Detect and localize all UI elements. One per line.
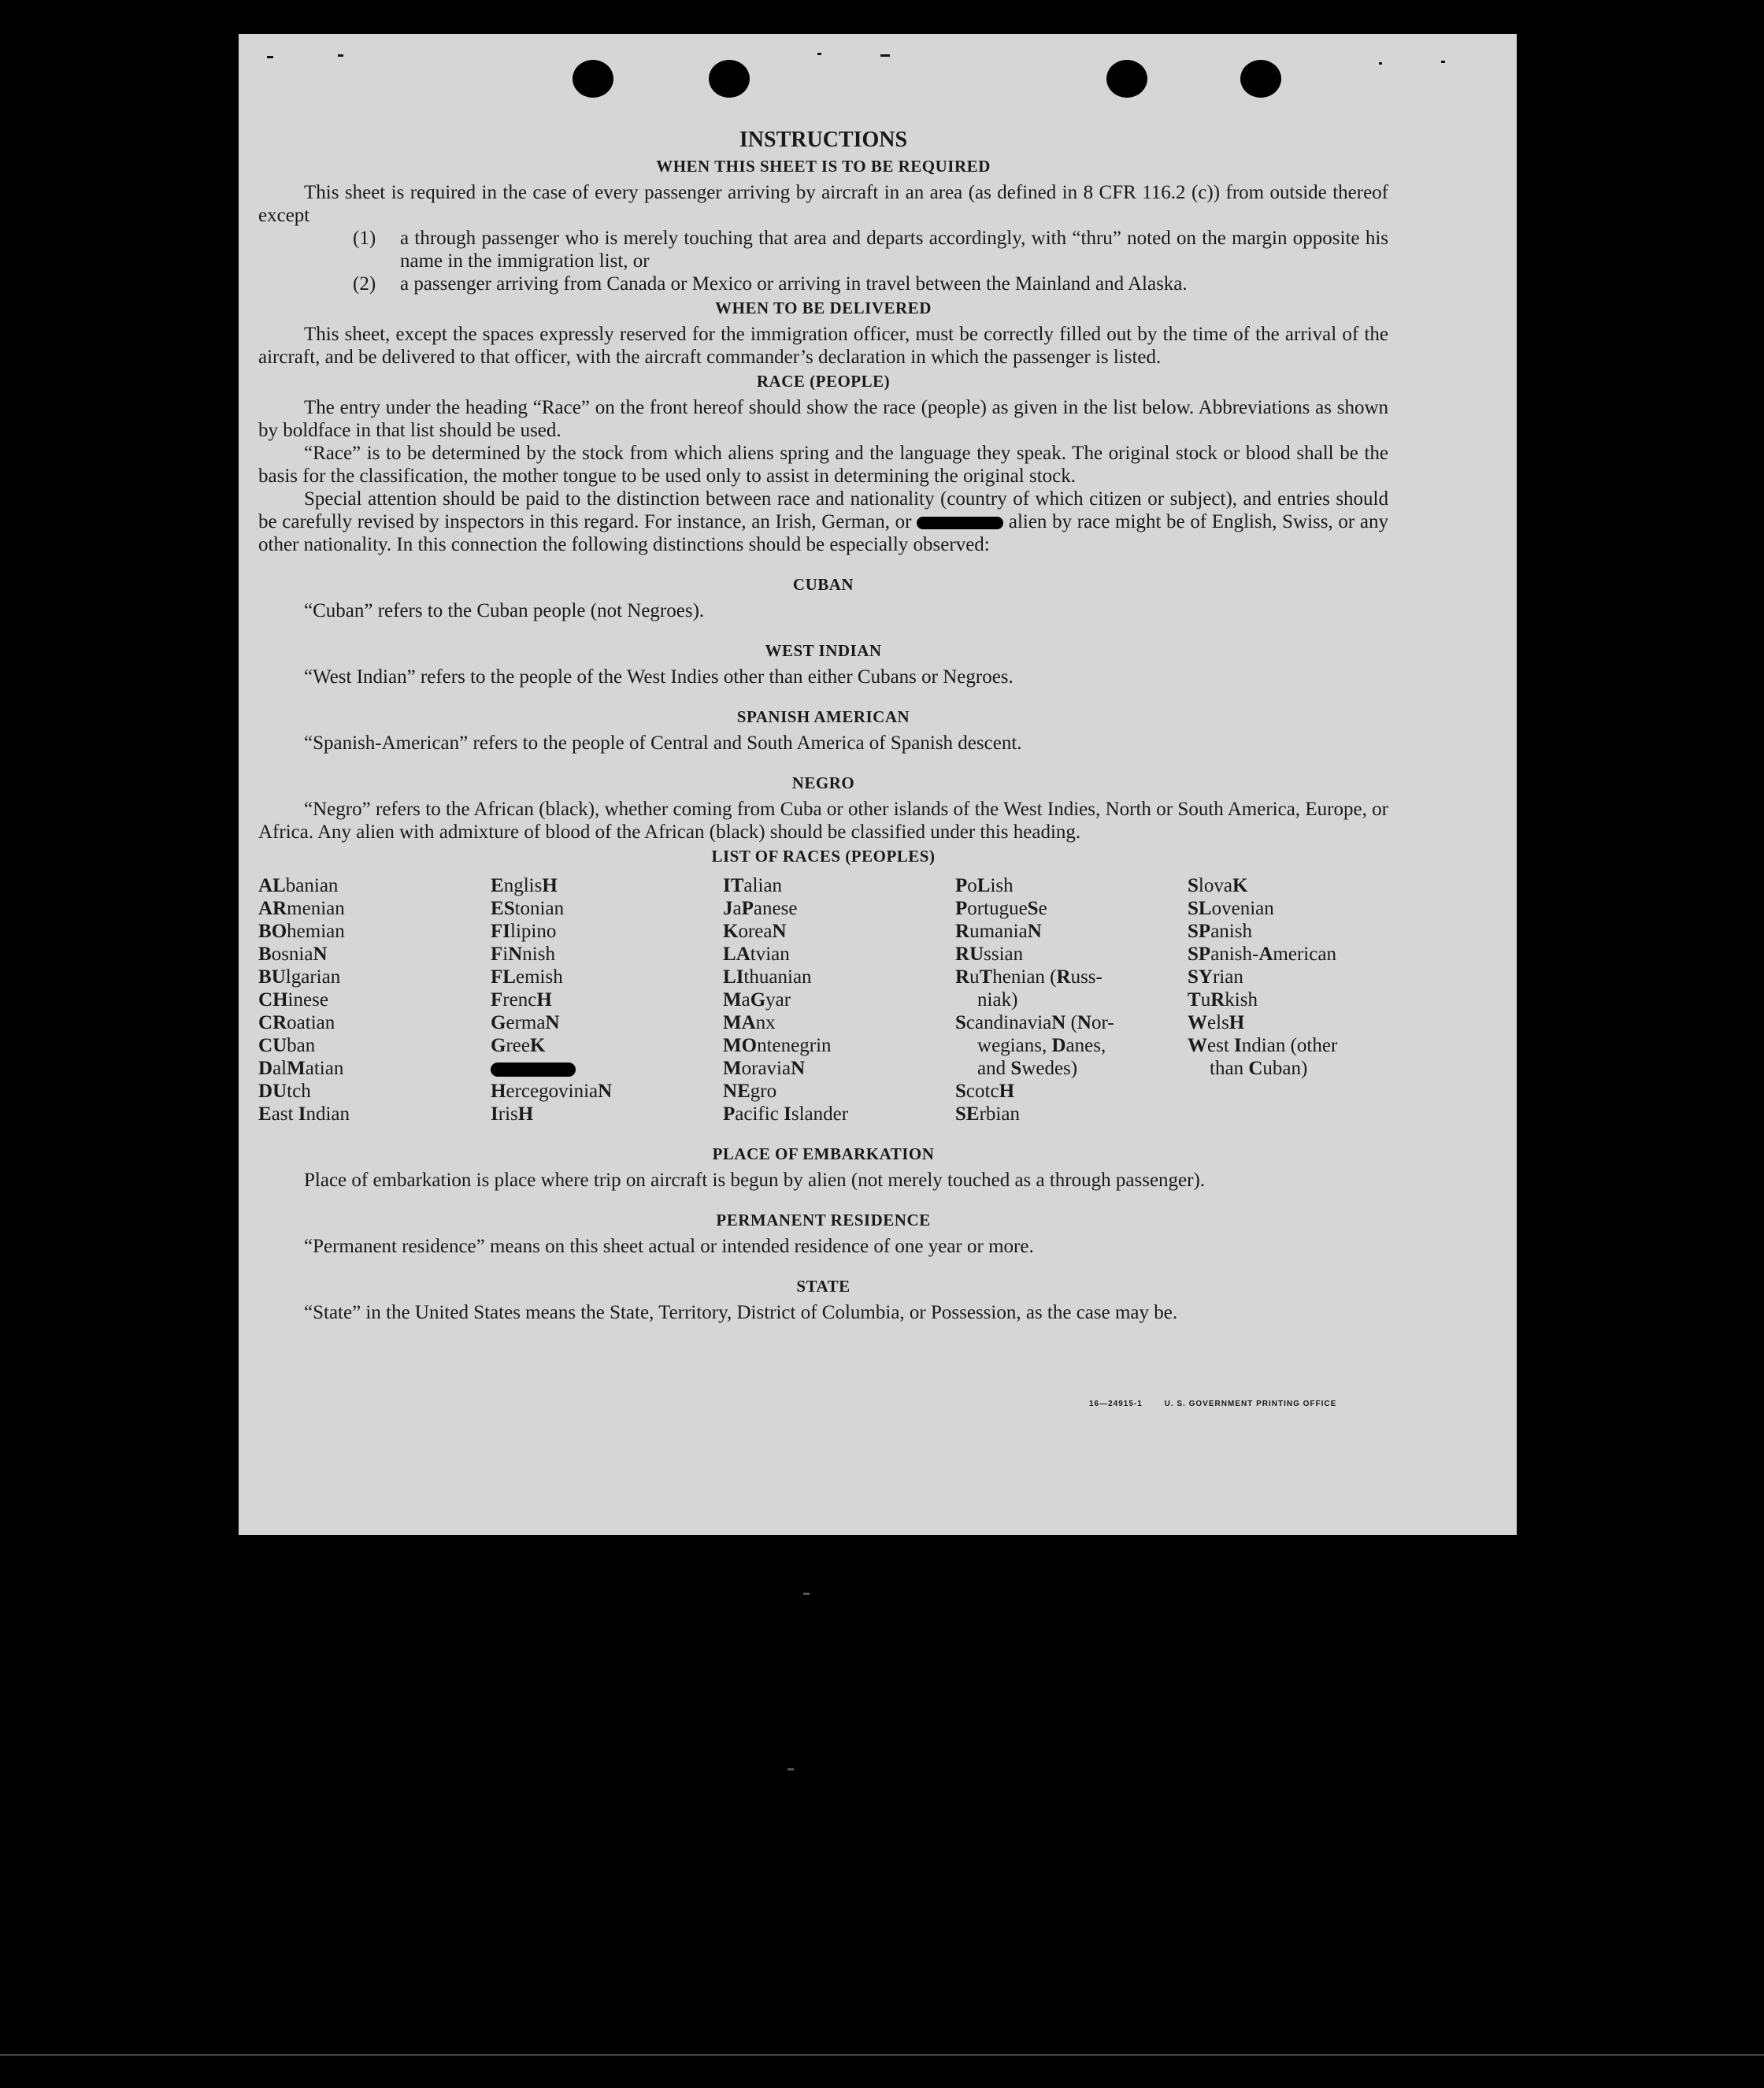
heading-when-delivered: WHEN TO BE DELIVERED bbox=[715, 299, 932, 317]
races-list bbox=[258, 874, 1388, 1126]
heading-negro: NEGRO bbox=[791, 773, 855, 792]
embarkation-text: Place of embarkation is place where trip on aircraft is begun by alien (not merely touched as a through passenger). bbox=[304, 1170, 1206, 1191]
scan-edge-line bbox=[0, 2054, 1764, 2056]
race-entry: LAtvian bbox=[723, 944, 790, 965]
punch-hole bbox=[573, 60, 613, 98]
race-entry: SPanish-American bbox=[1188, 944, 1336, 965]
race-entry: RumaniaN bbox=[955, 921, 1042, 942]
paper-speck bbox=[1379, 62, 1382, 65]
race-entry: DUtch bbox=[258, 1081, 311, 1102]
race-entry: West Indian (other bbox=[1188, 1035, 1338, 1056]
print-imprint bbox=[1089, 1400, 1355, 1408]
race-entry: CUban bbox=[258, 1035, 316, 1056]
exception-item bbox=[258, 273, 1388, 295]
races-column-3 bbox=[723, 874, 955, 1126]
state-text: “State” in the United States means the State, Territory, District of Columbia, or Possession, as the case may be. bbox=[304, 1302, 1178, 1323]
heading-residence: PERMANENT RESIDENCE bbox=[716, 1211, 931, 1229]
exception-text: a through passenger who is merely touching that area and departs accordingly, with “thru” noted on the margin opposite his name in the immigration list, or bbox=[400, 228, 1388, 272]
race-entry: ITalian bbox=[723, 875, 783, 896]
races-column-2 bbox=[491, 874, 723, 1126]
race-entry: MAnx bbox=[723, 1012, 776, 1033]
printer-name: U. S. GOVERNMENT PRINTING OFFICE bbox=[1164, 1400, 1337, 1408]
document-sheet bbox=[239, 34, 1517, 1535]
race-entry-continued: wegians, Danes, bbox=[977, 1035, 1106, 1056]
page-title: INSTRUCTIONS bbox=[739, 128, 908, 152]
race-entry: FIlipino bbox=[491, 921, 557, 942]
scan-mark bbox=[788, 1768, 794, 1771]
race-paragraph-2: “Race” is to be determined by the stock from which aliens spring and the language they speak. The original stock or blood shall be the basis for the classification, the mother tongue to be used only to assist in determining the original stock. bbox=[258, 443, 1388, 487]
paper-speck bbox=[267, 56, 273, 58]
race-paragraph-1: The entry under the heading “Race” on the front hereof should show the race (people) as given in the list below. Abbreviations as shown by boldface in that list should be used. bbox=[258, 397, 1388, 441]
race-entry: DalMatian bbox=[258, 1058, 344, 1079]
race-paragraph-3 bbox=[258, 488, 1388, 556]
instructions-content bbox=[258, 127, 1388, 1324]
race-entry: IrisH bbox=[491, 1103, 534, 1125]
punch-hole bbox=[709, 60, 750, 98]
race-entry: RuThenian (Russ- bbox=[955, 966, 1102, 988]
race-entry: CRoatian bbox=[258, 1012, 335, 1033]
race-entry-continued: niak) bbox=[977, 989, 1018, 1011]
race-entry: EnglisH bbox=[491, 875, 558, 896]
exception-number: (2) bbox=[353, 273, 376, 295]
paper-speck bbox=[1441, 61, 1445, 63]
race-entry: ScotcH bbox=[955, 1081, 1015, 1102]
race-entry: KoreaN bbox=[723, 921, 787, 942]
negro-text: “Negro” refers to the African (black), whether coming from Cuba or other islands of the West Indies, North or South America, Europe, or Africa. Any alien with admixture of blood of the African (black) should be classified under this heading. bbox=[258, 799, 1388, 843]
exception-number: (1) bbox=[353, 228, 376, 249]
race-paragraph-3-part-b: alien by race might be of English, Swiss, or any other nationality. In this connection the following distinctions should be especially observed: bbox=[258, 511, 1388, 555]
race-entry: SLovenian bbox=[1188, 898, 1274, 919]
race-entry: ARmenian bbox=[258, 898, 345, 919]
race-paragraph-3-part-a: Special attention should be paid to the distinction between race and nationality (country of which citizen or subject), and entries should be carefully revised by inspectors in this regard. For instance, an Irish, German, or bbox=[258, 488, 1388, 532]
when-required-intro: This sheet is required in the case of every passenger arriving by aircraft in an area (as defined in 8 CFR 116.2 (c)) from outside thereof except bbox=[258, 182, 1388, 226]
race-entry: LIthuanian bbox=[723, 966, 812, 988]
heading-race: RACE (PEOPLE) bbox=[756, 372, 891, 391]
residence-text: “Permanent residence” means on this sheet actual or intended residence of one year or more. bbox=[304, 1236, 1034, 1257]
race-entry: MoraviaN bbox=[723, 1058, 806, 1079]
punch-hole bbox=[1240, 60, 1281, 98]
race-entry: WelsH bbox=[1188, 1012, 1245, 1033]
race-entry: MOntenegrin bbox=[723, 1035, 832, 1056]
race-entry: East Indian bbox=[258, 1103, 350, 1125]
heading-list-of-races: LIST OF RACES (PEOPLES) bbox=[711, 847, 936, 866]
race-entry: ScandinaviaN (Nor- bbox=[955, 1012, 1114, 1033]
exception-text: a passenger arriving from Canada or Mexico or arriving in travel between the Mainland and Alaska. bbox=[400, 273, 1188, 295]
race-entry-redacted bbox=[491, 1057, 723, 1080]
races-column-5 bbox=[1188, 874, 1420, 1126]
race-entry: BOhemian bbox=[258, 921, 345, 942]
race-entry: Pacific Islander bbox=[723, 1103, 849, 1125]
exception-item bbox=[258, 227, 1388, 273]
race-entry: PoLish bbox=[955, 875, 1014, 896]
redaction-mark bbox=[491, 1063, 576, 1077]
race-entry: BUlgarian bbox=[258, 966, 341, 988]
heading-state: STATE bbox=[796, 1277, 850, 1296]
race-entry: SlovaK bbox=[1188, 875, 1248, 896]
heading-embarkation: PLACE OF EMBARKATION bbox=[712, 1144, 935, 1163]
race-entry: TuRkish bbox=[1188, 989, 1258, 1011]
race-entry: SPanish bbox=[1188, 921, 1252, 942]
paper-speck bbox=[880, 54, 890, 57]
paper-speck bbox=[817, 53, 821, 55]
races-column-1 bbox=[258, 874, 491, 1126]
race-entry: SYrian bbox=[1188, 966, 1243, 988]
race-entry: NEgro bbox=[723, 1081, 777, 1102]
races-column-4 bbox=[955, 874, 1188, 1126]
race-entry: HercegoviniaN bbox=[491, 1081, 613, 1102]
when-delivered-text: This sheet, except the spaces expressly reserved for the immigration officer, must be correctly filled out by the time of the arrival of the aircraft, and be delivered to that officer, with the aircraft commander’s declaration in which the passenger is listed. bbox=[258, 324, 1388, 368]
paper-speck bbox=[338, 54, 343, 57]
race-entry: MaGyar bbox=[723, 989, 791, 1011]
heading-west-indian: WEST INDIAN bbox=[765, 641, 882, 660]
race-entry-continued: and Swedes) bbox=[977, 1058, 1078, 1079]
cuban-text: “Cuban” refers to the Cuban people (not Negroes). bbox=[304, 600, 705, 621]
race-entry: SErbian bbox=[955, 1103, 1020, 1125]
heading-when-required: WHEN THIS SHEET IS TO BE REQUIRED bbox=[656, 157, 991, 176]
redaction-mark bbox=[917, 517, 1003, 529]
heading-spanish-american: SPANISH AMERICAN bbox=[736, 707, 910, 726]
race-entry: ALbanian bbox=[258, 875, 339, 896]
race-entry: RUssian bbox=[955, 944, 1024, 965]
race-entry: FrencH bbox=[491, 989, 552, 1011]
race-entry: GermaN bbox=[491, 1012, 560, 1033]
spanish-american-text: “Spanish-American” refers to the people of Central and South America of Spanish descent. bbox=[304, 732, 1022, 754]
heading-cuban: CUBAN bbox=[792, 575, 854, 594]
race-entry: BosniaN bbox=[258, 944, 328, 965]
race-entry: FLemish bbox=[491, 966, 563, 988]
form-number: 16—24915-1 bbox=[1089, 1400, 1143, 1408]
west-indian-text: “West Indian” refers to the people of the West Indies other than either Cubans or Negroes. bbox=[304, 666, 1014, 688]
race-entry: PortugueSe bbox=[955, 898, 1047, 919]
race-entry: FiNnish bbox=[491, 944, 555, 965]
race-entry: GreeK bbox=[491, 1035, 546, 1056]
punch-hole bbox=[1106, 60, 1147, 98]
race-entry: EStonian bbox=[491, 898, 565, 919]
race-entry-continued: than Cuban) bbox=[1210, 1058, 1308, 1079]
race-entry: CHinese bbox=[258, 989, 328, 1011]
scan-mark bbox=[803, 1593, 810, 1595]
race-entry: JaPanese bbox=[723, 898, 798, 919]
